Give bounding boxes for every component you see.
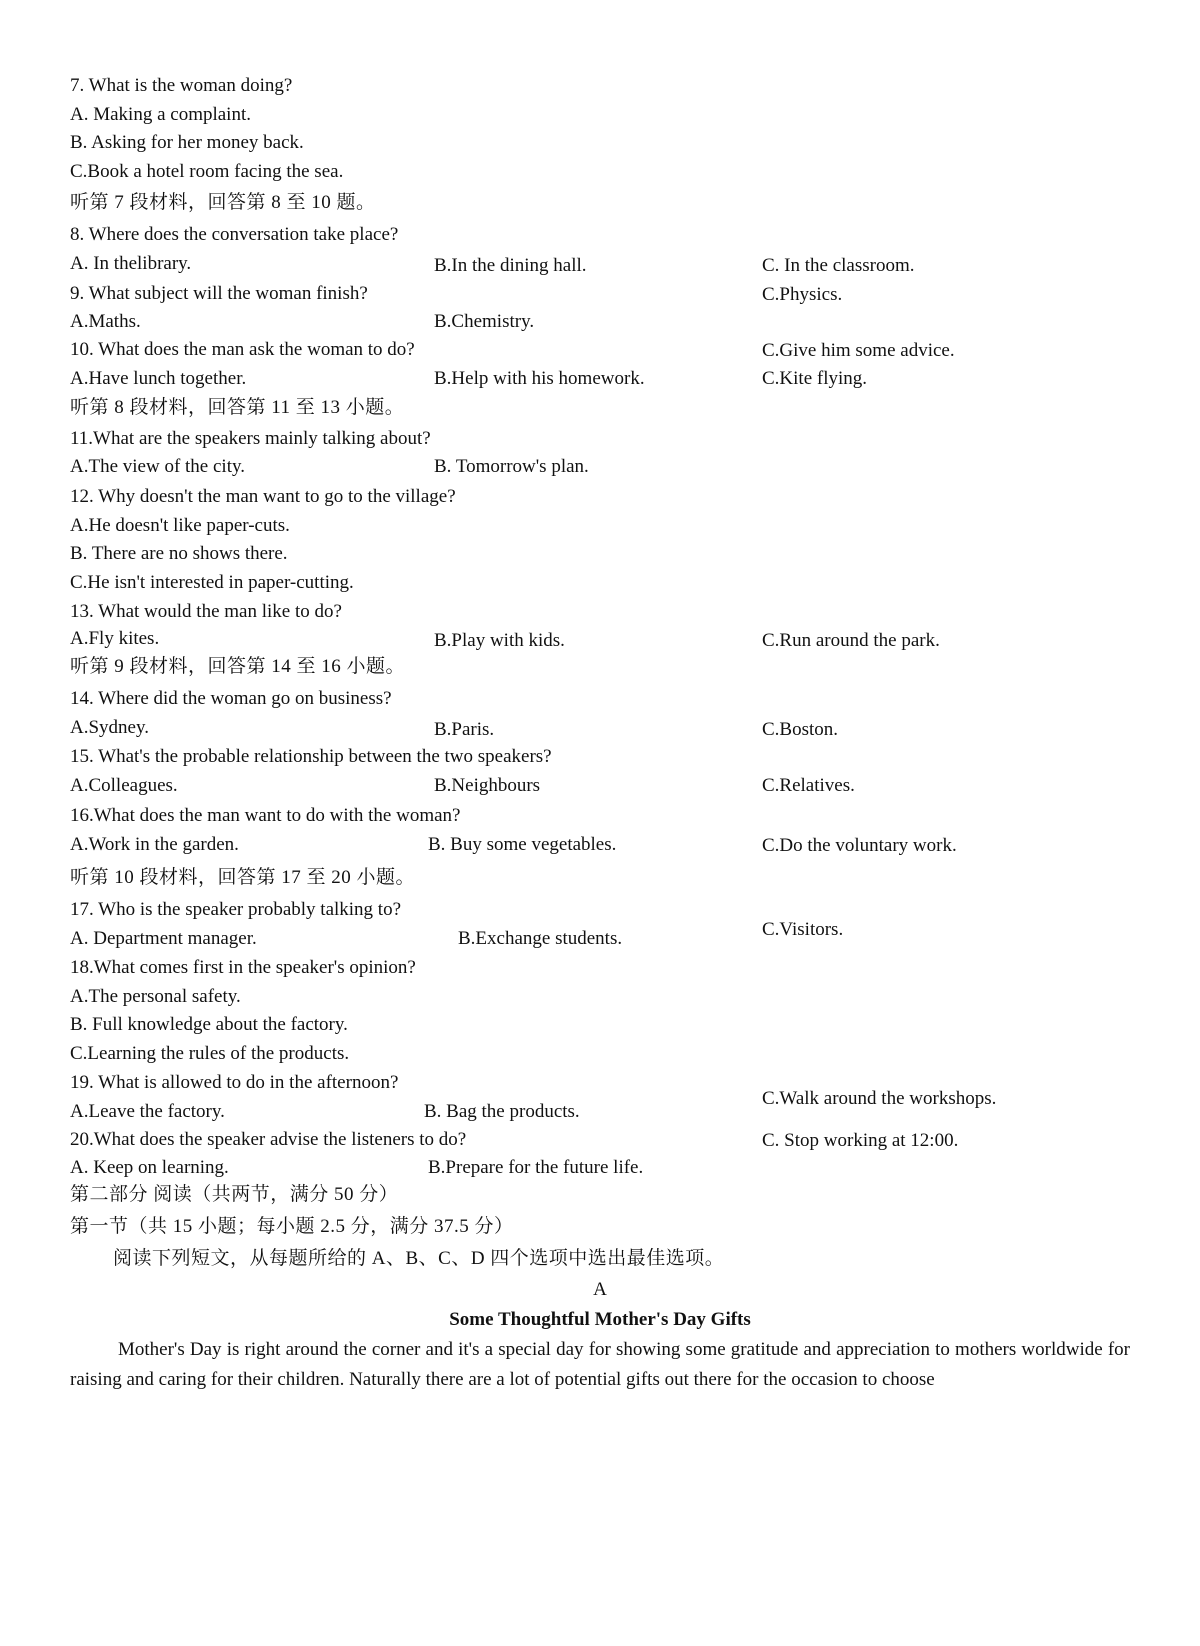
q15-option-b: B.Neighbours — [434, 775, 541, 796]
section-heading-8: 听第 8 段材料，回答第 11 至 13 小题。 — [70, 397, 405, 418]
q15-stem: 15. What's the probable relationship between the two speakers? — [70, 746, 552, 767]
q15-option-a: A.Colleagues. — [70, 775, 178, 796]
q13-stem: 13. What would the man like to do? — [70, 601, 342, 622]
q17-option-b: B.Exchange students. — [458, 928, 623, 949]
q14-option-c: C.Boston. — [762, 719, 839, 740]
q20-option-b: B.Prepare for the future life. — [428, 1157, 644, 1178]
q10-option-b: B.Help with his homework. — [434, 368, 645, 389]
q10-option-c: C.Give him some advice. — [762, 340, 955, 361]
q14-stem: 14. Where did the woman go on business? — [70, 688, 392, 709]
passage-letter: A — [593, 1279, 607, 1300]
q9-option-c: C.Physics. — [762, 284, 843, 305]
q18-option-a: A.The personal safety. — [70, 986, 241, 1007]
q13-option-a: A.Fly kites. — [70, 628, 160, 649]
reading-instruction: 阅读下列短文，从每题所给的 A、B、C、D 四个选项中选出最佳选项。 — [113, 1248, 725, 1269]
q9-option-a: A.Maths. — [70, 311, 141, 332]
q11-option-a: A.The view of the city. — [70, 456, 245, 477]
q20-option-c: C. Stop working at 12:00. — [762, 1130, 959, 1151]
q13-option-c: C.Run around the park. — [762, 630, 940, 651]
q13-option-b: B.Play with kids. — [434, 630, 565, 651]
q8-option-b: B.In the dining hall. — [434, 255, 587, 276]
q11-option-b: B. Tomorrow's plan. — [434, 456, 589, 477]
q18-option-c: C.Learning the rules of the products. — [70, 1043, 350, 1064]
q9-stem: 9. What subject will the woman finish? — [70, 283, 368, 304]
q14-option-a: A.Sydney. — [70, 717, 149, 738]
q18-option-b: B. Full knowledge about the factory. — [70, 1014, 348, 1035]
part-two-heading: 第二部分 阅读（共两节，满分 50 分） — [70, 1184, 399, 1205]
q16-option-c: C.Do the voluntary work. — [762, 835, 957, 856]
q20-option-a: A. Keep on learning. — [70, 1157, 229, 1178]
q11-stem: 11.What are the speakers mainly talking about? — [70, 428, 431, 449]
q10-stem: 10. What does the man ask the woman to do? — [70, 339, 415, 360]
q12-stem: 12. Why doesn't the man want to go to the village? — [70, 486, 456, 507]
q8-stem: 8. Where does the conversation take place? — [70, 224, 399, 245]
q16-option-b: B. Buy some vegetables. — [428, 834, 617, 855]
q9-option-b: B.Chemistry. — [434, 311, 535, 332]
passage-title: Some Thoughtful Mother's Day Gifts — [449, 1309, 751, 1330]
q20-stem: 20.What does the speaker advise the listeners to do? — [70, 1129, 467, 1150]
q17-option-c: C.Visitors. — [762, 919, 844, 940]
passage-body: Mother's Day is right around the corner and it's a special day for showing some gratitude and appreciation to mothers worldwide for raising and caring for their children. Naturally there are a lot of potential gifts out there for the occasion to choose — [70, 1339, 1130, 1390]
q19-option-b: B. Bag the products. — [424, 1101, 580, 1122]
q19-option-c: C.Walk around the workshops. — [762, 1088, 997, 1109]
section-heading-9: 听第 9 段材料，回答第 14 至 16 小题。 — [70, 656, 406, 677]
q16-stem: 16.What does the man want to do with the woman? — [70, 805, 461, 826]
q17-stem: 17. Who is the speaker probably talking to? — [70, 899, 402, 920]
q12-option-c: C.He isn't interested in paper-cutting. — [70, 572, 354, 593]
q12-option-b: B. There are no shows there. — [70, 543, 288, 564]
q7-stem: 7. What is the woman doing? — [70, 75, 293, 96]
q18-stem: 18.What comes first in the speaker's opinion? — [70, 957, 416, 978]
q10-extra-option: C.Kite flying. — [762, 368, 868, 389]
section-one-heading: 第一节（共 15 小题；每小题 2.5 分，满分 37.5 分） — [70, 1216, 514, 1237]
q10-option-a: A.Have lunch together. — [70, 368, 247, 389]
q17-option-a: A. Department manager. — [70, 928, 257, 949]
q16-option-a: A.Work in the garden. — [70, 834, 239, 855]
q19-stem: 19. What is allowed to do in the afternoon? — [70, 1072, 399, 1093]
q7-option-c: C.Book a hotel room facing the sea. — [70, 161, 344, 182]
q8-option-c: C. In the classroom. — [762, 255, 915, 276]
q8-option-a: A. In thelibrary. — [70, 253, 192, 274]
section-heading-7: 听第 7 段材料，回答第 8 至 10 题。 — [70, 192, 376, 213]
q12-option-a: A.He doesn't like paper-cuts. — [70, 515, 290, 536]
section-heading-10: 听第 10 段材料，回答第 17 至 20 小题。 — [70, 867, 416, 888]
q14-option-b: B.Paris. — [434, 719, 495, 740]
q15-option-c: C.Relatives. — [762, 775, 855, 796]
q7-option-b: B. Asking for her money back. — [70, 132, 304, 153]
q7-option-a: A. Making a complaint. — [70, 104, 251, 125]
q19-option-a: A.Leave the factory. — [70, 1101, 225, 1122]
